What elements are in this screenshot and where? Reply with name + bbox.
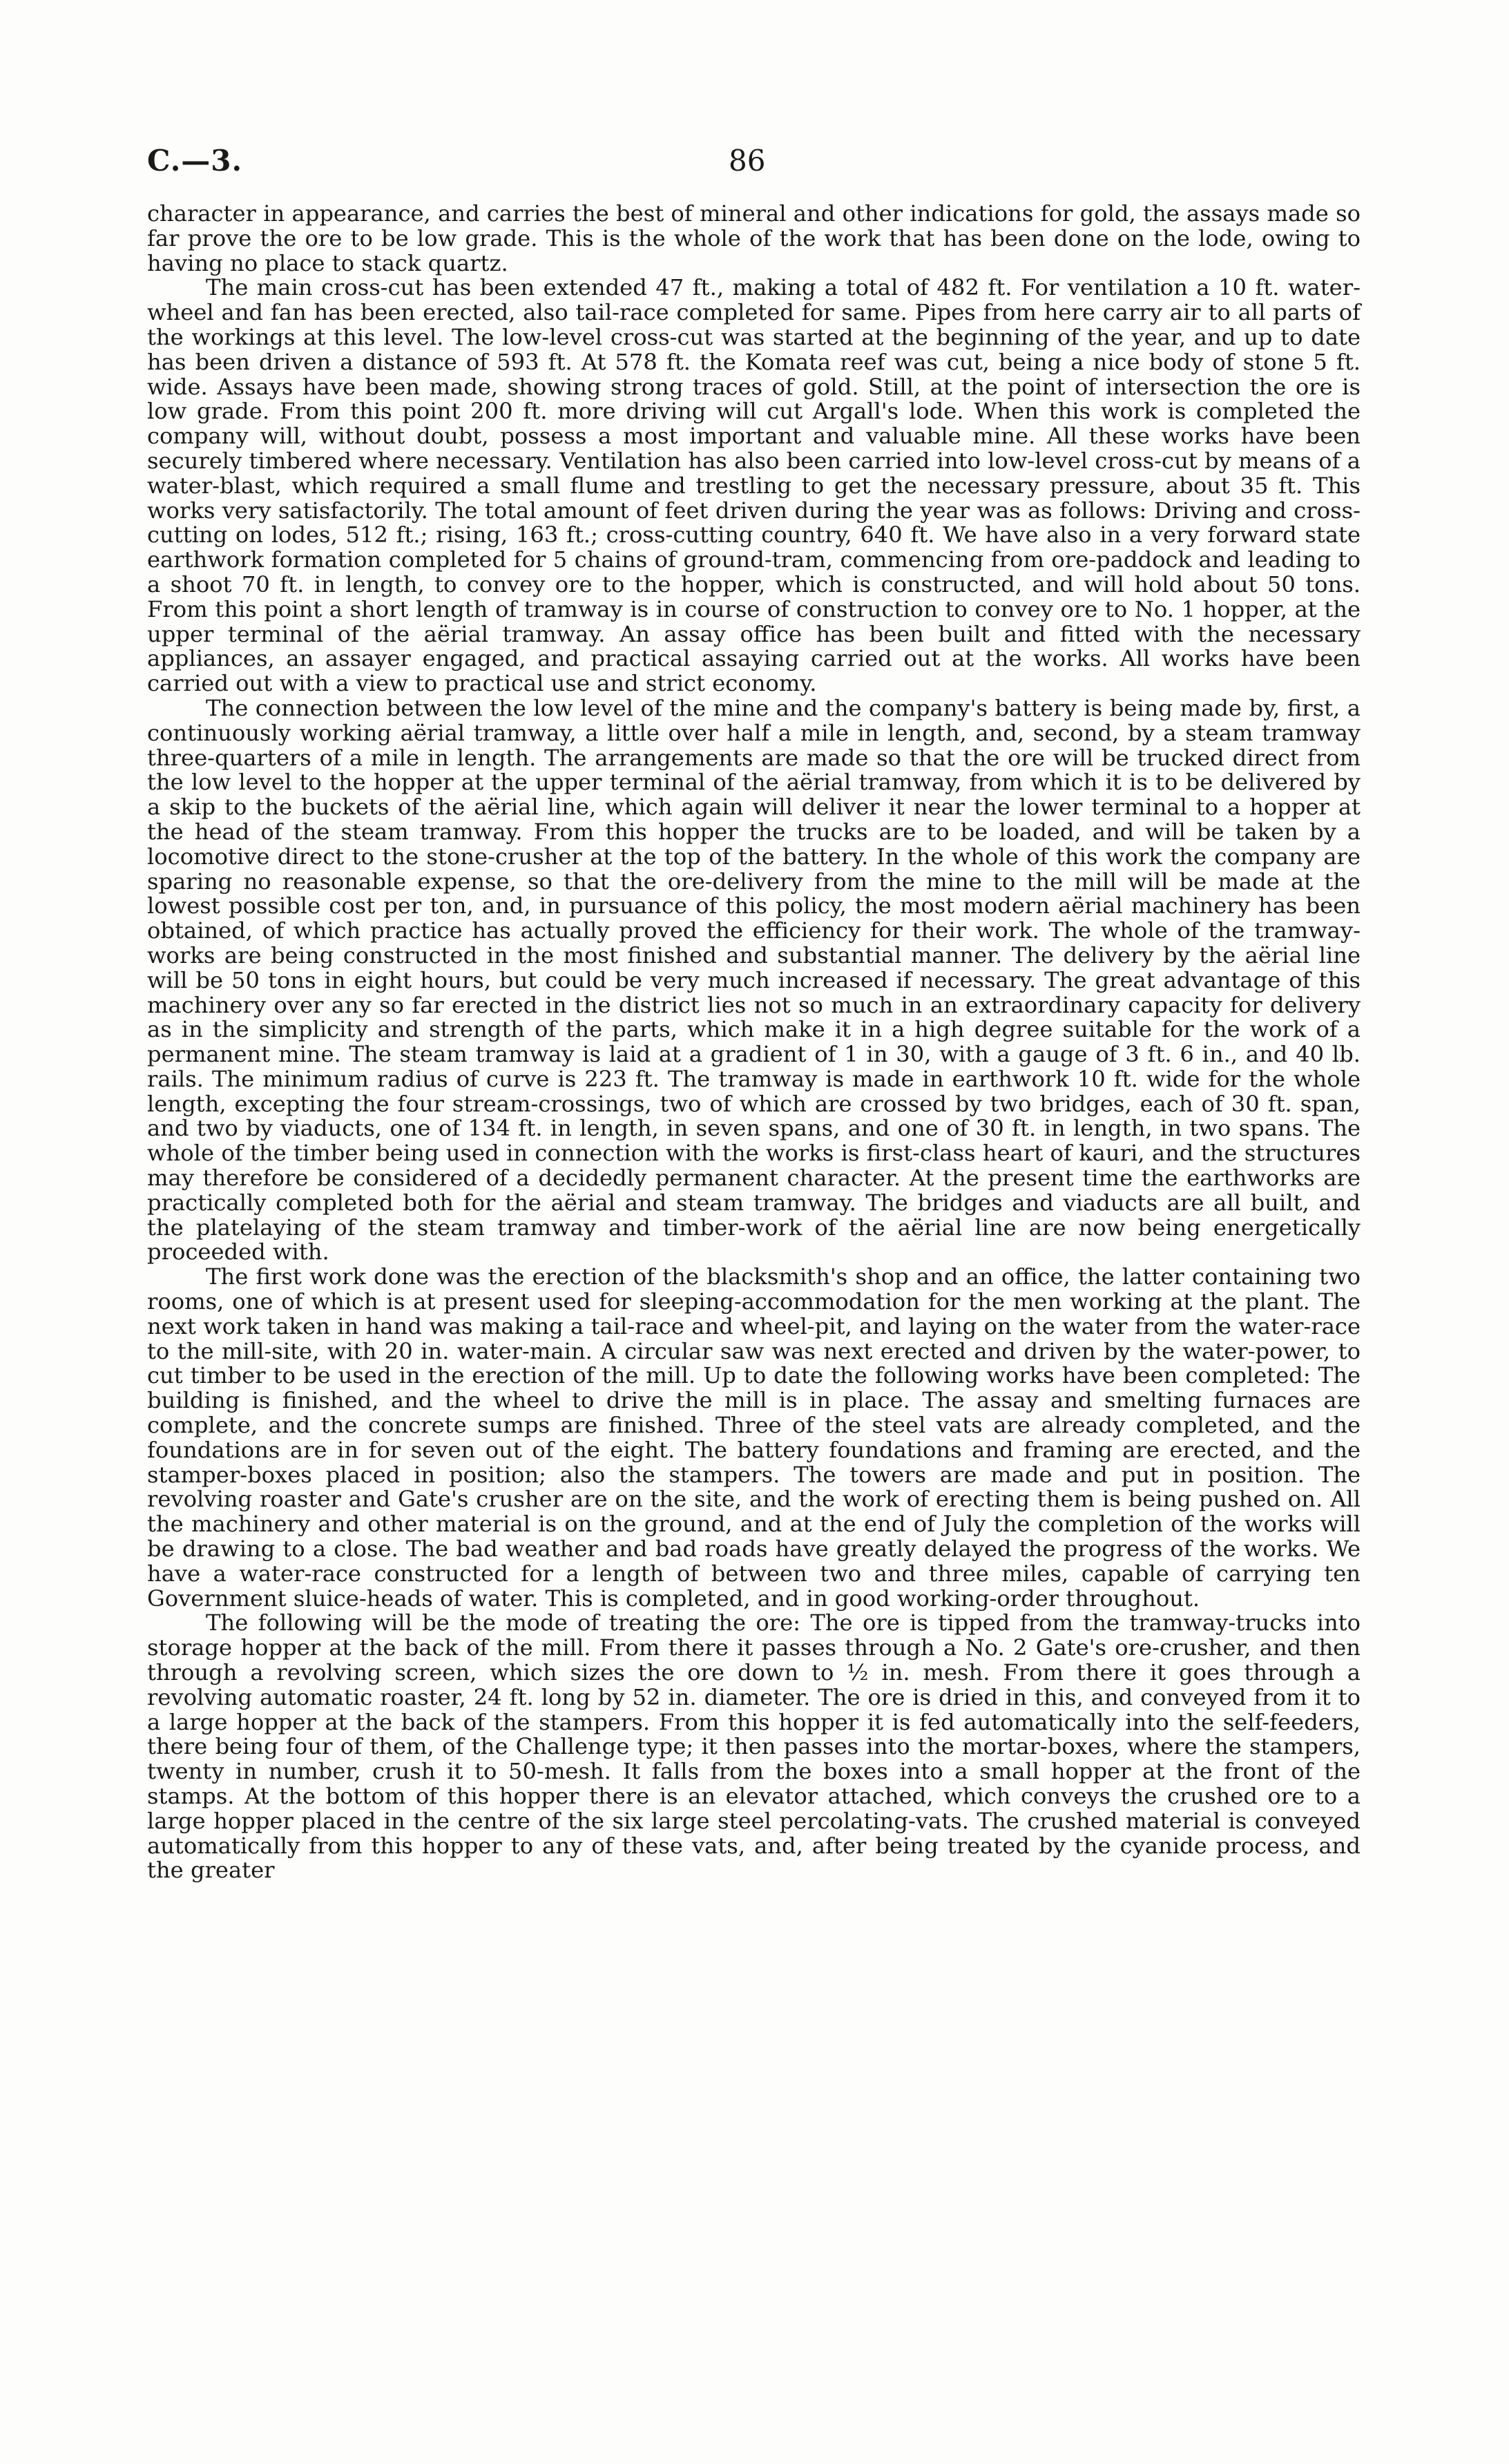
document-reference: C.—3.	[147, 144, 243, 178]
body-text	[147, 202, 1361, 1883]
paragraph-tramway-connection: The connection between the low level of the mine and the company's battery is being made by, first, a continuously working aërial tramway, a little over half a mile in length, and, second, by a steam tramway three-quarters of a mile in length. The arrangements are made so that the ore will be trucked direct from the low level to the hopper at the upper terminal of the aërial tramway, from which it is to be delivered by a skip to the buckets of the aërial line, which again will deliver it near the lower terminal to a hopper at the head of the steam tramway. From this hopper the trucks are to be loaded, and will be taken by a locomotive direct to the stone-crusher at the top of the battery. In the whole of this work the company are sparing no reasonable expense, so that the ore-delivery from the mine to the mill will be made at the lowest possible cost per ton, and, in pursuance of this policy, the most modern aërial machinery has been obtained, of which practice has actually proved the efficiency for their work. The whole of the tramway-works are being constructed in the most finished and substantial manner. The delivery by the aërial line will be 50 tons in eight hours, but could be very much increased if necessary. The great advantage of this machinery over any so far erected in the district lies not so much in an extraordinary capacity for delivery as in the simplicity and strength of the parts, which make it in a high degree suitable for the work of a permanent mine. The steam tramway is laid at a gradient of 1 in 30, with a gauge of 3 ft. 6 in., and 40 lb. rails. The minimum radius of curve is 223 ft. The tramway is made in earthwork 10 ft. wide for the whole length, excepting the four stream-crossings, two of which are crossed by two bridges, each of 30 ft. span, and two by viaducts, one of 134 ft. in length, in seven spans, and one of 30 ft. in length, in two spans. The whole of the timber being used in connection with the works is first-class heart of kauri, and the structures may therefore be considered of a decidedly permanent character. At the present time the earthworks are practically completed both for the aërial and steam tramway. The bridges and viaducts are all built, and the platelaying of the steam tramway and timber-work of the aërial line are now being energetically proceeded with.	[147, 694, 1361, 1266]
paragraph-first-work: The first work done was the erection of the blacksmith's shop and an office, the latter containing two rooms, one of which is at present used for sleeping-accommodation for the men working at the plant. The next work taken in hand was making a tail-race and wheel-pit, and laying on the water from the water-race to the mill-site, with 20 in. water-main. A circular saw was next erected and driven by the water-power, to cut timber to be used in the erection of the mill. Up to date the following works have been completed: The building is finished, and the wheel to drive the mill is in place. The assay and smelting furnaces are complete, and the concrete sumps are finished. Three of the steel vats are already completed, and the foundations are in for seven out of the eight. The battery foundations and framing are erected, and the stamper-boxes placed in position; also the stampers. The towers are made and put in position. The revolving roaster and Gate's crusher are on the site, and the work of erecting them is being pushed on. All the machinery and other material is on the ground, and at the end of July the completion of the works will be drawing to a close. The bad weather and bad roads have greatly delayed the progress of the works. We have a water-race constructed for a length of between two and three miles, capable of carrying ten Government sluice-heads of water. This is completed, and in good working-order throughout.	[147, 1263, 1361, 1612]
page-number: 86	[729, 144, 766, 178]
paragraph-ore-treatment: The following will be the mode of treating the ore: The ore is tipped from the tramway-trucks into storage hopper at the back of the mill. From there it passes through a No. 2 Gate's ore-crusher, and then through a revolving screen, which sizes the ore down to ½ in. mesh. From there it goes through a revolving automatic roaster, 24 ft. long by 52 in. diameter. The ore is dried in this, and conveyed from it to a large hopper at the back of the stampers. From this hopper it is fed automatically into the self-feeders, there being four of them, of the Challenge type; it then passes into the mortar-boxes, where the stampers, twenty in number, crush it to 50-mesh. It falls from the boxes into a small hopper at the front of the stamps. At the bottom of this hopper there is an elevator attached, which conveys the crushed ore to a large hopper placed in the centre of the six large steel percolating-vats. The crushed material is conveyed automatically from this hopper to any of these vats, and, after being treated by the cyanide process, and the greater	[147, 1610, 1361, 1884]
page-header	[147, 144, 1361, 185]
paragraph-main-cross-cut: The main cross-cut has been extended 47 ft., making a total of 482 ft. For ventilation a 10 ft. water-wheel and fan has been erected, also tail-race completed for same. Pipes from here carry air to all parts of the workings at this level. The low-level cross-cut was started at the beginning of the year, and up to date has been driven a distance of 593 ft. At 578 ft. the Komata reef was cut, being a nice body of stone 5 ft. wide. Assays have been made, showing strong traces of gold. Still, at the point of intersection the ore is low grade. From this point 200 ft. more driving will cut Argall's lode. When this work is completed the company will, without doubt, possess a most important and valuable mine. All these works have been securely timbered where necessary. Ventilation has also been carried into low-level cross-cut by means of a water-blast, which required a small flume and trestling to get the necessary pressure, about 35 ft. This works very satisfactorily. The total amount of feet driven during the year was as follows: Driving and cross-cutting on lodes, 512 ft.; rising, 163 ft.; cross-cutting country, 640 ft. We have also in a very forward state earthwork formation completed for 5 chains of ground-tram, commencing from ore-paddock and leading to a shoot 70 ft. in length, to convey ore to the hopper, which is constructed, and will hold about 50 tons. From this point a short length of tramway is in course of construction to convey ore to No. 1 hopper, at the upper terminal of the aërial tramway. An assay office has been built and fitted with the necessary appliances, an assayer engaged, and practical assaying carried out at the works. All works have been carried out with a view to practical use and strict economy.	[147, 274, 1361, 697]
paragraph-continuation: character in appearance, and carries the best of mineral and other indications for gold, the assays made so far prove the ore to be low grade. This is the whole of the work that has been done on the lode, owing to having no place to stack quartz.	[147, 200, 1361, 276]
